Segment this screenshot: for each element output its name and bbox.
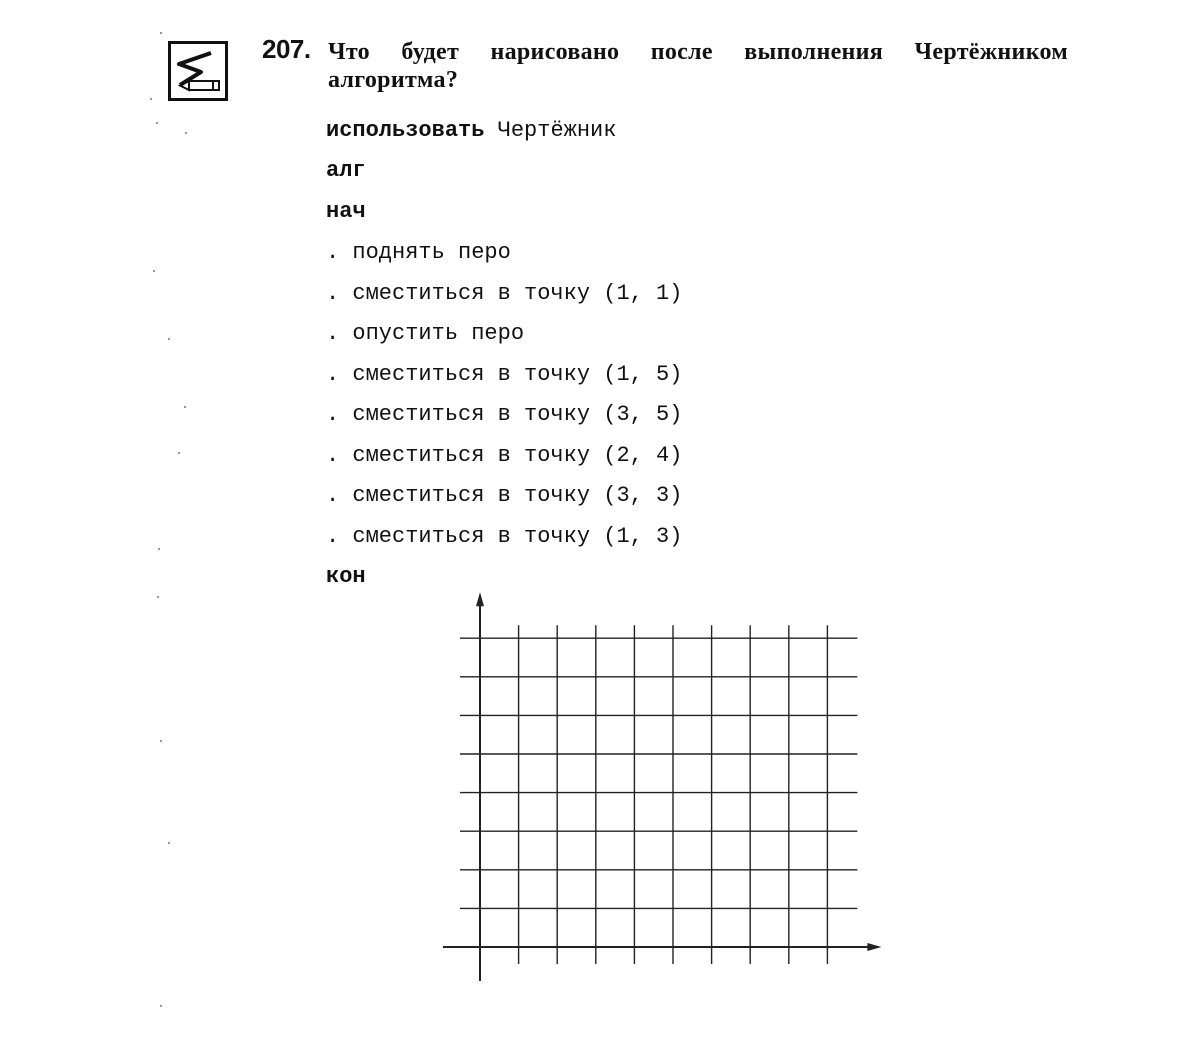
code-command: . опустить перо [326,321,525,346]
task-number: 207. [262,34,311,64]
code-command: . сместиться в точку (2, 4) [326,443,683,468]
code-command: . сместиться в точку (3, 5) [326,402,683,427]
task-question: Что будет нарисовано после выполнения Чертёжником алгоритма? [328,39,1068,93]
keyword-use: использовать [326,118,485,143]
code-command: . сместиться в точку (1, 3) [326,524,683,549]
use-target: Чертёжник [497,118,617,143]
x-axis-arrow-icon [867,943,881,951]
keyword-start: нач [326,199,366,224]
code-command: . сместиться в точку (1, 1) [326,281,683,306]
y-axis-arrow-icon [476,592,484,606]
code-command: . поднять перо [326,240,511,265]
code-command: . сместиться в точку (3, 3) [326,483,683,508]
keyword-end: кон [326,564,366,589]
code-command: . сместиться в точку (1, 5) [326,362,683,387]
keyword-alg: алг [326,158,366,183]
